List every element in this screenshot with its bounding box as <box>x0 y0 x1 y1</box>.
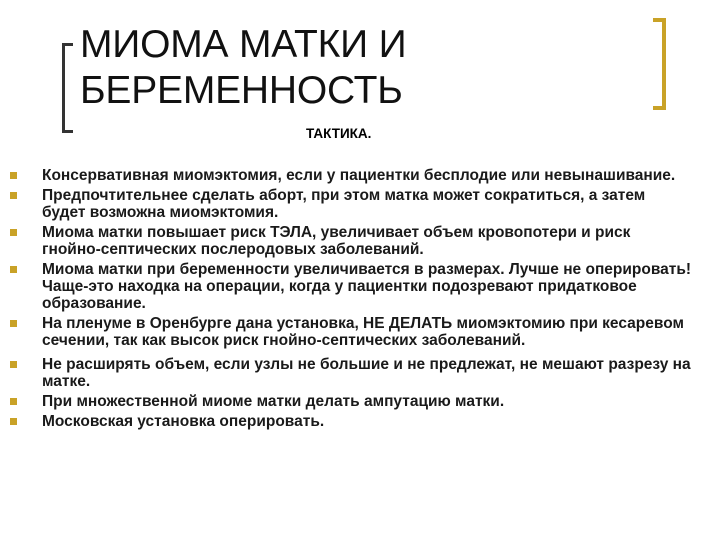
bullet-item <box>0 413 720 430</box>
square-bullet-icon <box>10 192 17 199</box>
slide-subtitle: ТАКТИКА. <box>306 126 372 141</box>
bullet-item <box>0 393 720 410</box>
bullet-item <box>0 315 720 349</box>
bullet-text: На пленуме в Оренбурге дана установка, НЕ ДЕЛАТЬ миомэктомию при кесаревом сечении, так как высок риск гнойно-септических заболеваний. <box>42 315 684 349</box>
left-bracket-decoration <box>62 43 73 133</box>
bullet-text: Предпочтительнее сделать аборт, при этом матка может сократиться, а затем будет возможна миомэктомия. <box>42 187 646 221</box>
square-bullet-icon <box>10 266 17 273</box>
bullet-text: Московская установка оперировать. <box>42 413 325 430</box>
bullet-item <box>0 261 720 312</box>
square-bullet-icon <box>10 172 17 179</box>
title-line-1: МИОМА МАТКИ И <box>80 23 407 66</box>
bullet-text: При множественной миоме матки делать ампутацию матки. <box>42 393 505 410</box>
square-bullet-icon <box>10 229 17 236</box>
square-bullet-icon <box>10 320 17 327</box>
bullet-list <box>0 167 720 433</box>
bullet-item <box>0 187 720 221</box>
bullet-text: Миома матки при беременности увеличивается в размерах. Лучше не оперировать! Чаще-это находка на операции, когда у пациентки подозревают придатковое образование. <box>42 261 692 312</box>
right-bracket-decoration <box>653 18 666 110</box>
title-line-2: БЕРЕМЕННОСТЬ <box>80 69 403 112</box>
square-bullet-icon <box>10 361 17 368</box>
bullet-text: Консервативная миомэктомия, если у пациентки бесплодие или невынашивание. <box>42 167 676 184</box>
bullet-item <box>0 356 720 390</box>
square-bullet-icon <box>10 418 17 425</box>
bullet-text: Миома матки повышает риск ТЭЛА, увеличивает объем кровопотери и риск гнойно-септических послеродовых заболеваний. <box>42 224 631 258</box>
bullet-text: Не расширять объем, если узлы не большие и не предлежат, не мешают разрезу на матке. <box>42 356 691 390</box>
square-bullet-icon <box>10 398 17 405</box>
bullet-item <box>0 224 720 258</box>
slide-title <box>80 22 406 114</box>
bullet-item <box>0 167 720 184</box>
